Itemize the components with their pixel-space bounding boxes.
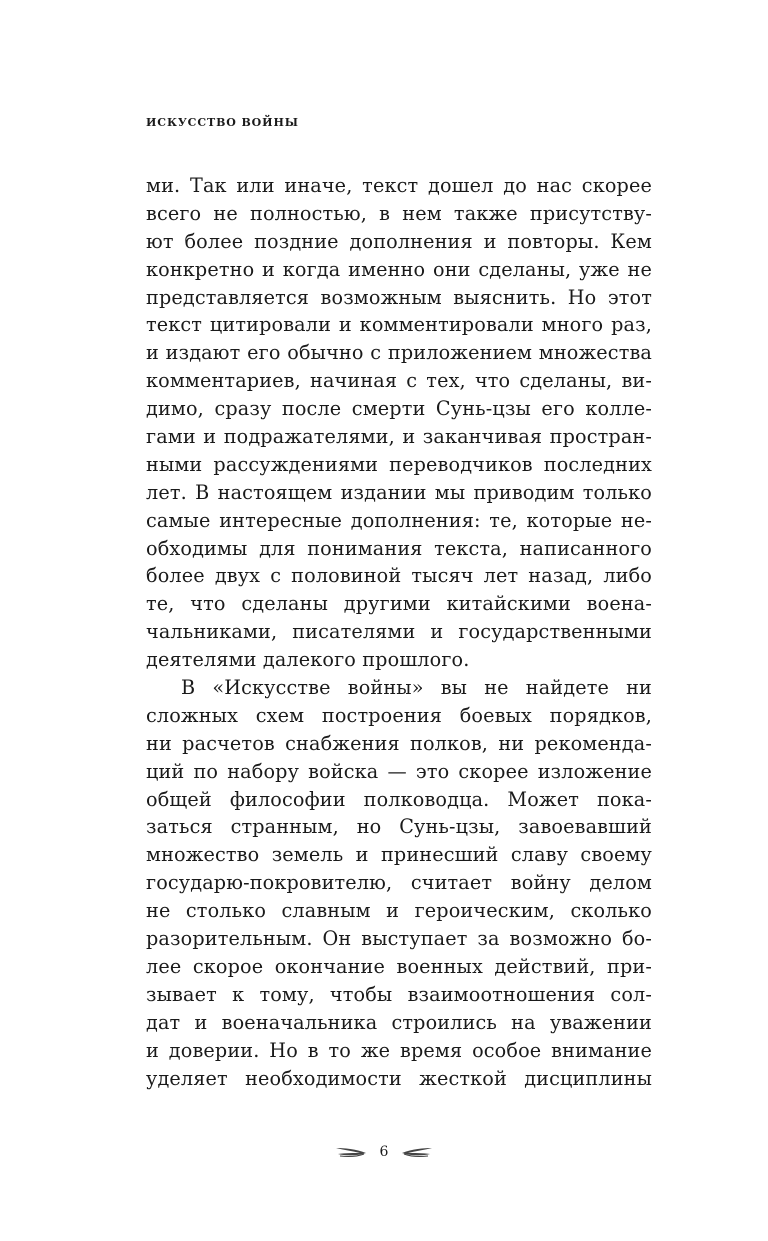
text-line: множество земель и принесший славу своему xyxy=(146,843,652,867)
page-number: 6 xyxy=(379,1144,389,1160)
text-line: ными рассуждениями переводчиков последних xyxy=(146,452,652,476)
text-line: зывает к тому, чтобы взаимоотношения сол- xyxy=(146,982,652,1006)
text-line: всего не полностью, в нем также присутству- xyxy=(146,201,652,225)
text-line: заться странным, но Сунь-цзы, завоевавший xyxy=(146,815,652,839)
text-line: лет. В настоящем издании мы приводим только xyxy=(146,480,652,504)
text-line: общей философии полководца. Может пока- xyxy=(146,787,652,811)
text-line: гами и подражателями, и заканчивая простран- xyxy=(146,425,652,449)
text-line: государю-покровителю, считает войну делом xyxy=(146,871,652,895)
page-footer xyxy=(0,1140,768,1164)
text-line: самые интересные дополнения: те, которые не- xyxy=(146,508,652,532)
text-line: лее скорое окончание военных действий, при- xyxy=(146,954,652,978)
leaf-ornament-right-icon xyxy=(400,1145,434,1159)
text-line: В «Искусстве войны» вы не найдете ни xyxy=(181,676,652,700)
text-line: обходимы для понимания текста, написанного xyxy=(146,536,652,560)
text-line: конкретно и когда именно они сделаны, уже не xyxy=(146,257,652,281)
text-line: представляется возможным выяснить. Но этот xyxy=(146,285,652,309)
text-line: уделяет необходимости жесткой дисциплины xyxy=(146,1066,652,1090)
text-line: деятелями далекого прошлого. xyxy=(146,648,470,672)
body-text xyxy=(146,172,652,1092)
text-line: и доверии. Но в то же время особое внимание xyxy=(146,1038,652,1062)
text-line: ций по набору войска — это скорее изложение xyxy=(146,759,652,783)
leaf-ornament-left-icon xyxy=(334,1145,368,1159)
running-head: ИСКУССТВО ВОЙНЫ xyxy=(146,116,299,129)
text-line: димо, сразу после смерти Сунь-цзы его колле- xyxy=(146,397,652,421)
text-line: не столько славным и героическим, сколько xyxy=(146,899,652,923)
text-line: сложных схем построения боевых порядков, xyxy=(146,703,652,727)
paragraph-1 xyxy=(146,172,652,674)
text-line: чальниками, писателями и государственными xyxy=(146,620,652,644)
text-line: и издают его обычно с приложением множества xyxy=(146,341,652,365)
text-line: более двух с половиной тысяч лет назад, либо xyxy=(146,564,652,588)
text-line: ни расчетов снабжения полков, ни рекоменда- xyxy=(146,731,652,755)
text-line: дат и военачальника строились на уважении xyxy=(146,1010,652,1034)
text-line: ми. Так или иначе, текст дошел до нас скорее xyxy=(146,174,652,197)
text-line: разорительным. Он выступает за возможно бо- xyxy=(146,927,652,951)
text-line: текст цитировали и комментировали много раз, xyxy=(146,313,652,337)
paragraph-2 xyxy=(146,674,652,1092)
text-line: комментариев, начиная с тех, что сделаны, ви- xyxy=(146,369,652,393)
text-line: те, что сделаны другими китайскими воена- xyxy=(146,592,652,616)
text-line: ют более поздние дополнения и повторы. Кем xyxy=(146,229,652,253)
